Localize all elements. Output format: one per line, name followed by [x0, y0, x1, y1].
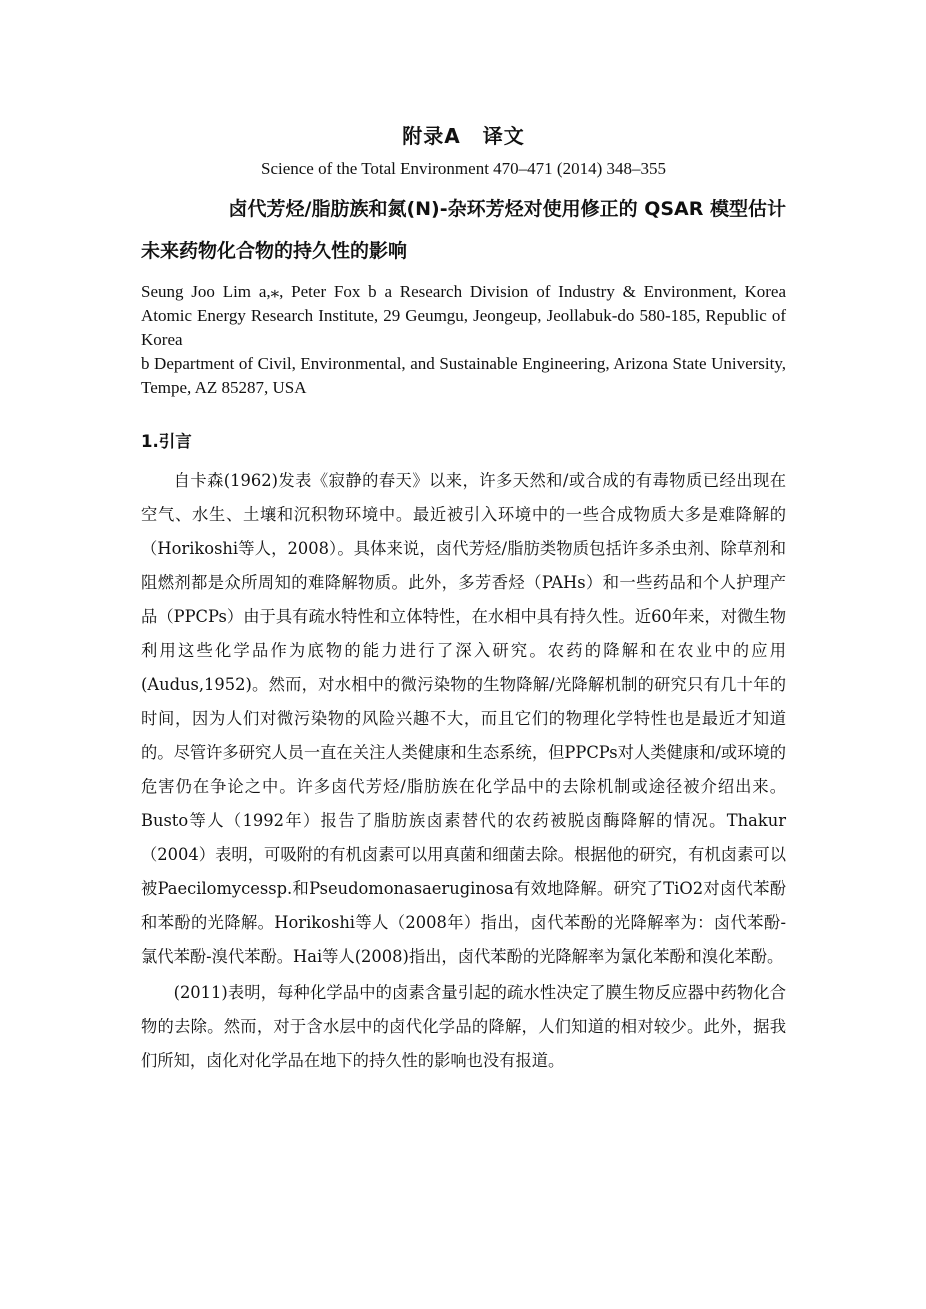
paper-title [141, 188, 786, 272]
appendix-title [141, 118, 786, 154]
document-page [141, 118, 786, 1078]
section-heading-introduction: 1.引言 [141, 432, 192, 451]
introduction-paragraph-1: 自卡森(1962)发表《寂静的春天》以来，许多天然和/或合成的有毒物质已经出现在空气、水生、土壤和沉积物环境中。最近被引入环境中的一些合成物质大多是难降解的（Horikoshi等人，2008）。具体来说，卤代芳烃/脂肪类物质包括许多杀虫剂、除草剂和阻燃剂都是众所周知的难降解物质。此外，多芳香烃（PAHs）和一些药品和个人护理产品（PPCPs）由于具有疏水特性和立体特性，在水相中具有持久性。近60年来，对微生物利用这些化学品作为底物的能力进行了深入研究。农药的降解和在农业中的应用(Audus,1952)。然而，对水相中的微污染物的生物降解/光降解机制的研究只有几十年的时间，因为人们对微污染物的风险兴趣不大，而且它们的物理化学特性也是最近才知道的。尽管许多研究人员一直在关注人类健康和生态系统，但PPCPs对人类健康和/或环境的危害仍在争论之中。许多卤代芳烃/脂肪族在化学品中的去除机制或途径被介绍出来。Busto等人（1992年）报告了脂肪族卤素替代的农药被脱卤酶降解的情况。Thakur（2004）表明，可吸附的有机卤素可以用真菌和细菌去除。根据他的研究，有机卤素可以被Paecilomycessp.和Pseudomonasaeruginosa有效地降解。研究了TiO2对卤代苯酚和苯酚的光降解。Horikoshi等人（2008年）指出，卤代苯酚的光降解率为：卤代苯酚-氯代苯酚-溴代苯酚。Hai等人(2008)指出，卤代苯酚的光降解率为氯化苯酚和溴化苯酚。 [141, 471, 786, 966]
author-affiliation-b: b Department of Civil, Environmental, and Sustainable Engineering, Arizona State University, Tempe, AZ 85287, USA [141, 354, 786, 397]
journal-source: Science of the Total Environment 470–471 (2014) 348–355 [260, 159, 666, 178]
appendix-title-text: 译文 [482, 124, 525, 148]
introduction-paragraph-2: (2011)表明，每种化学品中的卤素含量引起的疏水性决定了膜生物反应器中药物化合物的去除。然而，对于含水层中的卤代化学品的降解，人们知道的相对较少。此外，据我们所知，卤化对化学品在地下的持久性的影响也没有报道。 [141, 983, 786, 1070]
author-affiliations [141, 280, 786, 400]
author-affiliation-a: Seung Joo Lim a,⁎, Peter Fox b a Research Division of Industry & Environment, Korea Atomic Energy Research Institute, 29 Geumgu, Jeongeup, Jeollabuk-do 580-185, Republic of Korea [141, 282, 786, 349]
paper-title-line-2: 未来药物化合物的持久性的影响 [141, 240, 408, 262]
paper-title-line-1: 卤代芳烃/脂肪族和氮(N)-杂环芳烃对使用修正的 QSAR 模型估计 [228, 198, 786, 220]
appendix-label: 附录A [402, 124, 461, 148]
